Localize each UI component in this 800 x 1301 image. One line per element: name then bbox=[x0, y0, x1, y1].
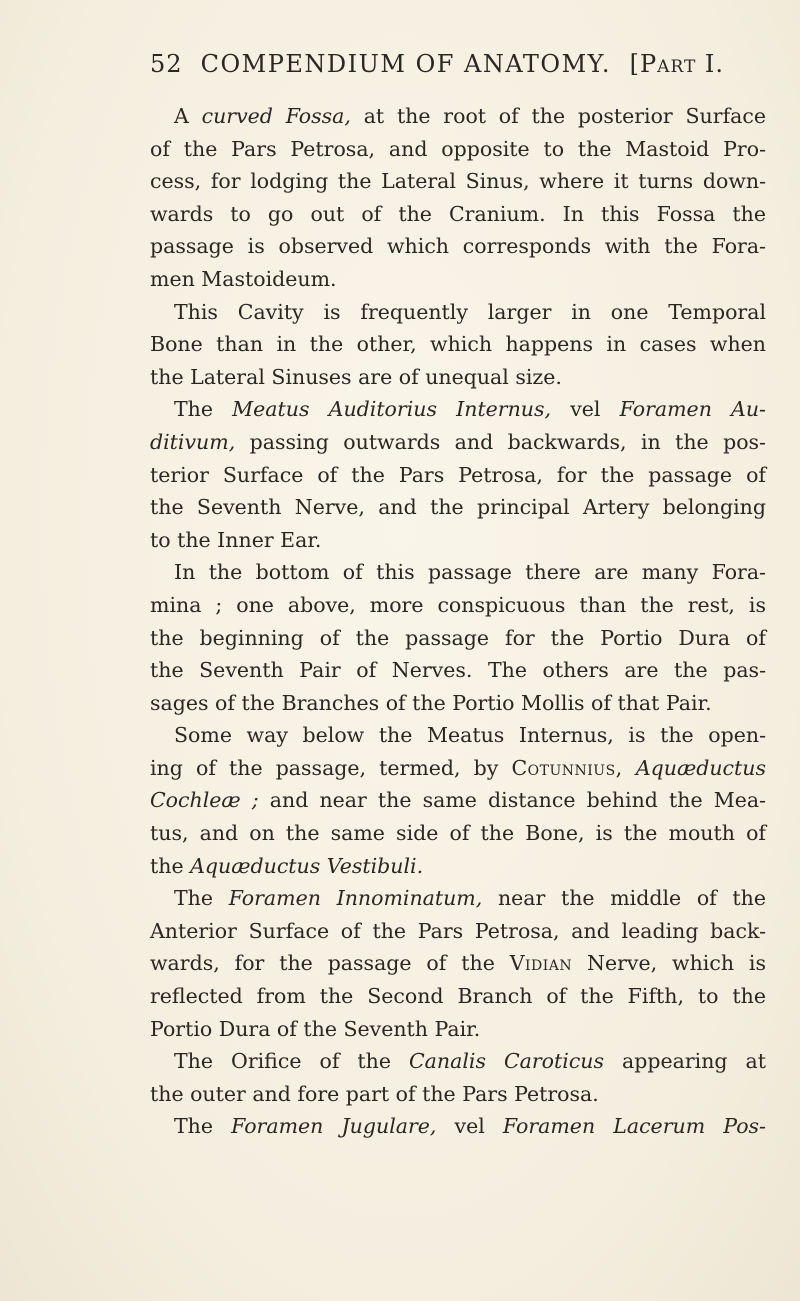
body-text bbox=[150, 100, 766, 1143]
italic-term: curved Fossa, bbox=[201, 104, 351, 128]
page-number: 52 bbox=[150, 50, 183, 78]
text-line bbox=[150, 1045, 766, 1078]
text-run: The Orifice of the bbox=[174, 1049, 409, 1074]
running-title: COMPENDIUM OF ANATOMY. bbox=[200, 50, 612, 78]
text-run: The bbox=[174, 397, 233, 422]
text-line bbox=[150, 654, 766, 687]
part-label: [Part I. bbox=[629, 50, 725, 78]
italic-term: Aquæductus bbox=[635, 755, 766, 780]
text-run: The bbox=[174, 886, 229, 911]
text-line bbox=[150, 459, 766, 492]
text-line bbox=[150, 100, 766, 133]
text-run: and near the same distance behind the Mea- bbox=[258, 788, 766, 813]
text-line bbox=[150, 133, 766, 166]
text-run: the Lateral Sinuses are of unequal size. bbox=[150, 364, 562, 389]
small-caps-name: Vidian bbox=[509, 951, 573, 976]
italic-term: Cochleæ ; bbox=[150, 788, 259, 813]
text-line bbox=[150, 491, 766, 524]
text-line bbox=[150, 393, 766, 426]
text-line bbox=[150, 361, 766, 394]
italic-term: Aquæductus Vestibuli. bbox=[190, 853, 424, 878]
text-line bbox=[150, 915, 766, 948]
text-run: tus, and on the same side of the Bone, is the mouth of bbox=[150, 821, 766, 846]
text-line bbox=[150, 817, 766, 850]
text-line bbox=[150, 980, 766, 1013]
italic-term: Foramen Innominatum, bbox=[228, 886, 483, 911]
text-run: Some way below the Meatus Internus, is the open- bbox=[174, 723, 766, 748]
text-run: wards to go out of the Cranium. In this Fossa the bbox=[150, 201, 766, 226]
text-run: cess, for lodging the Lateral Sinus, where it turns down- bbox=[150, 169, 766, 194]
text-run: appearing at bbox=[604, 1049, 767, 1074]
text-line bbox=[150, 296, 766, 329]
text-run: men Mastoideum. bbox=[150, 266, 337, 291]
text-run: ing of the passage, termed, by bbox=[150, 755, 512, 780]
text-run: the beginning of the passage for the Portio Dura of bbox=[150, 625, 766, 650]
text-line bbox=[150, 165, 766, 198]
text-run bbox=[623, 756, 636, 780]
text-line bbox=[150, 719, 766, 752]
text-line bbox=[150, 556, 766, 589]
italic-term: Canalis Caroticus bbox=[409, 1049, 605, 1074]
text-run: near the middle of the bbox=[482, 886, 766, 911]
italic-term: ditivum, bbox=[150, 429, 236, 454]
text-run: reflected from the Second Branch of the Fifth, to the bbox=[150, 984, 766, 1009]
text-run: The bbox=[174, 1114, 232, 1139]
text-run: sages of the Branches of the Portio Mollis of that Pair. bbox=[150, 690, 712, 715]
text-line bbox=[150, 882, 766, 915]
text-run: Bone than in the other, which happens in cases when bbox=[150, 332, 766, 357]
text-run: terior Surface of the Pars Petrosa, for the passage of bbox=[150, 462, 766, 487]
text-line bbox=[150, 263, 766, 296]
text-run: Portio Dura of the Seventh Pair. bbox=[150, 1016, 481, 1041]
text-run: vel bbox=[551, 397, 620, 422]
text-line bbox=[150, 1110, 766, 1143]
text-run: vel bbox=[436, 1114, 503, 1139]
text-line bbox=[150, 524, 766, 557]
text-run: of the Pars Petrosa, and opposite to the Mastoid Pro- bbox=[150, 136, 766, 161]
italic-term: Foramen Au- bbox=[619, 397, 766, 422]
text-line bbox=[150, 850, 766, 883]
text-line bbox=[150, 1078, 766, 1111]
text-run: In the bottom of this passage there are many Fora- bbox=[174, 560, 766, 585]
text-line bbox=[150, 198, 766, 231]
text-run: wards, for the passage of the bbox=[150, 951, 510, 976]
italic-term: Foramen Lacerum Pos- bbox=[502, 1114, 766, 1139]
text-run: the outer and fore part of the Pars Petrosa. bbox=[150, 1081, 599, 1106]
text-line bbox=[150, 328, 766, 361]
text-line bbox=[150, 230, 766, 263]
text-run: This Cavity is frequently larger in one Temporal bbox=[174, 299, 766, 324]
text-line bbox=[150, 589, 766, 622]
text-run: the Seventh Pair of Nerves. The others are the pas- bbox=[150, 658, 766, 683]
small-caps-name: Cotunnius, bbox=[511, 755, 623, 780]
text-line bbox=[150, 622, 766, 655]
text-run: Anterior Surface of the Pars Petrosa, and leading back- bbox=[150, 918, 766, 943]
text-run: mina ; one above, more conspicuous than the rest, is bbox=[150, 592, 766, 617]
text-run: passing outwards and backwards, in the pos- bbox=[235, 429, 766, 454]
italic-term: Meatus Auditorius Internus, bbox=[232, 397, 552, 422]
text-line bbox=[150, 784, 766, 817]
text-run: passage is observed which corresponds with the Fora- bbox=[150, 234, 766, 259]
text-line bbox=[150, 687, 766, 720]
text-line bbox=[150, 1013, 766, 1046]
italic-term: Foramen Jugulare, bbox=[231, 1114, 437, 1139]
running-header bbox=[150, 50, 770, 78]
text-line bbox=[150, 752, 766, 785]
text-run: A bbox=[174, 104, 202, 128]
text-run: the Seventh Nerve, and the principal Artery belonging bbox=[150, 495, 766, 520]
text-run: at the root of the posterior Surface bbox=[350, 104, 766, 128]
text-run: the bbox=[150, 853, 191, 878]
text-run: Nerve, which is bbox=[572, 951, 766, 976]
text-line bbox=[150, 947, 766, 980]
text-run: to the Inner Ear. bbox=[150, 527, 322, 552]
text-line bbox=[150, 426, 766, 459]
